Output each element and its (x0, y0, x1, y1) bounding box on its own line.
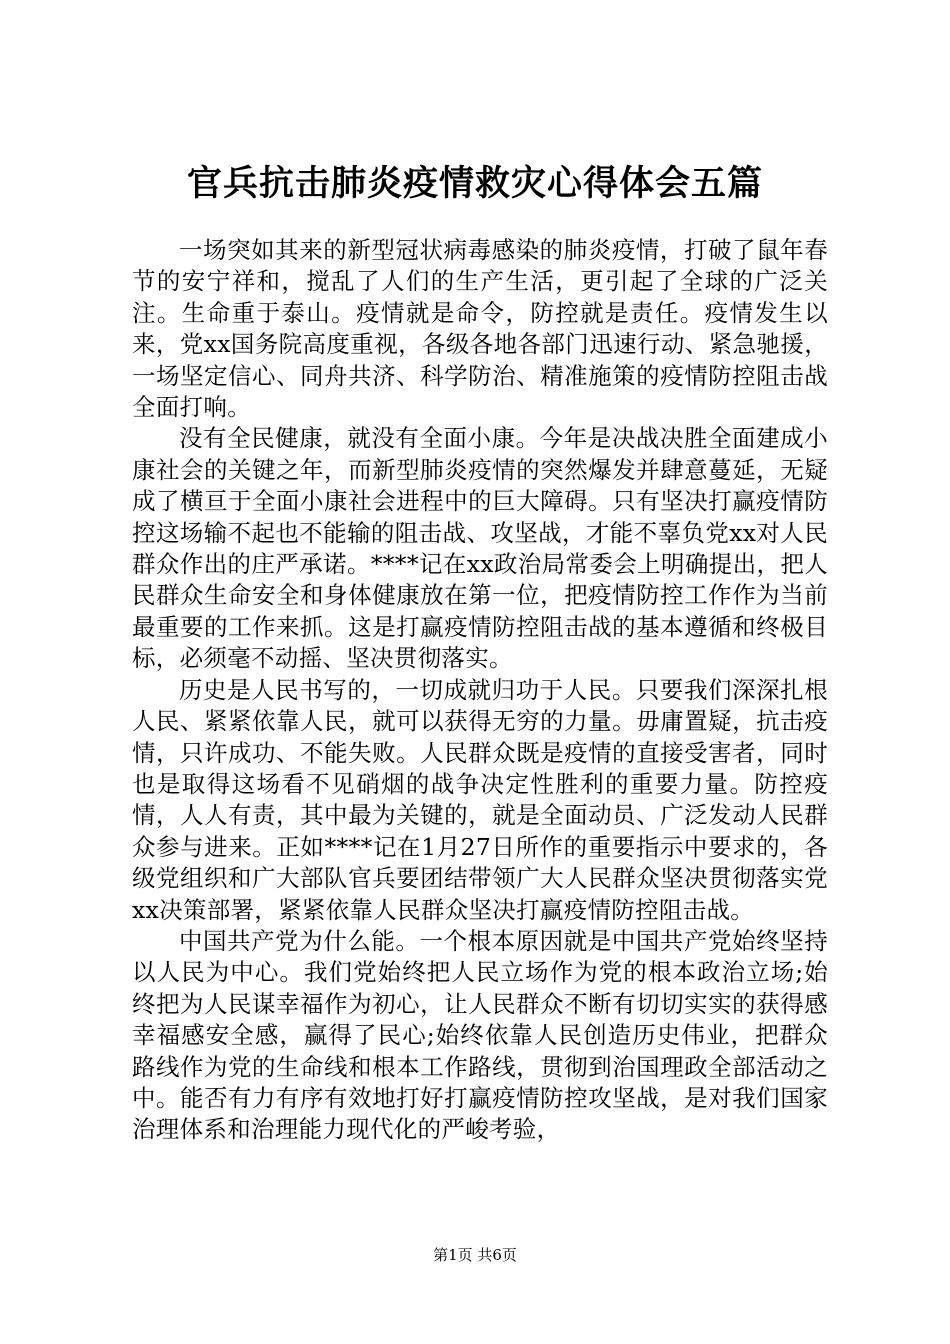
page-number-footer: 第1页 共6页 (433, 1246, 517, 1264)
document-title: 官兵抗击肺炎疫情救灾心得体会五篇 (186, 163, 763, 204)
paragraph-1: 一场突如其来的新型冠状病毒感染的肺炎疫情，打破了鼠年春节的安宁祥和，搅乱了人们的生产生活，更引起了全球的广泛关注。生命重于泰山。疫情就是命令，防控就是责任。疫情发生以来，党xx国务院高度重视，各级各地各部门迅速行动、紧急驰援，一场坚定信心、同舟共济、科学防治、精准施策的疫情防控阻击战全面打响。 (132, 236, 828, 422)
paragraph-4: 中国共产党为什么能。一个根本原因就是中国共产党始终坚持以人民为中心。我们党始终把人民立场作为党的根本政治立场;始终把为人民谋幸福作为初心，让人民群众不断有切切实实的获得感幸福感安全感，赢得了民心;始终依靠人民创造历史伟业，把群众路线作为党的生命线和根本工作路线，贯彻到治国理政全部活动之中。能否有力有序有效地打好打赢疫情防控攻坚战，是对我们国家治理体系和治理能力现代化的严峻考验， (132, 926, 828, 1144)
document-body (132, 235, 828, 1146)
paragraph-3: 历史是人民书写的，一切成就归功于人民。只要我们深深扎根人民、紧紧依靠人民，就可以获得无穷的力量。毋庸置疑，抗击疫情，只许成功、不能失败。人民群众既是疫情的直接受害者，同时也是取得这场看不见硝烟的战争决定性胜利的重要力量。防控疫情，人人有责，其中最为关键的，就是全面动员、广泛发动人民群众参与进来。正如****记在1月27日所作的重要指示中要求的，各级党组织和广大部队官兵要团结带领广大人民群众坚决贯彻落实党xx决策部署，紧紧依靠人民群众坚决打赢疫情防控阻击战。 (132, 675, 828, 924)
paragraph-2: 没有全民健康，就没有全面小康。今年是决战决胜全面建成小康社会的关键之年，而新型肺炎疫情的突然爆发并肆意蔓延，无疑成了横亘于全面小康社会进程中的巨大障碍。只有坚决打赢疫情防控这场输不起也不能输的阻击战、攻坚战，才能不辜负党xx对人民群众作出的庄严承诺。****记在xx政治局常委会上明确提出，把人民群众生命安全和身体健康放在第一位，把疫情防控工作作为当前最重要的工作来抓。这是打赢疫情防控阻击战的基本遵循和终极目标，必须毫不动摇、坚决贯彻落实。 (132, 424, 828, 673)
